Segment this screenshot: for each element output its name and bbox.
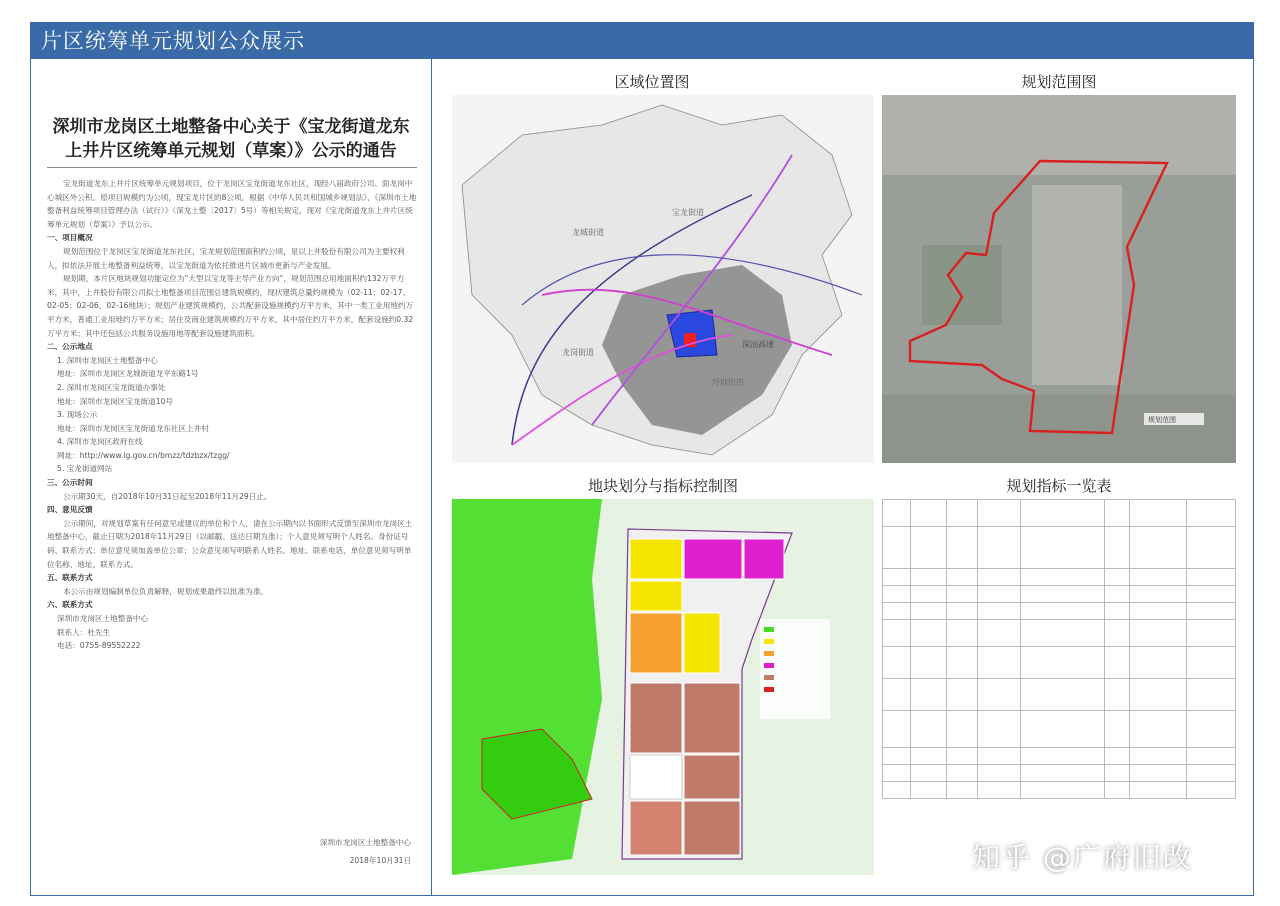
map-label: 坪地街道: [712, 378, 744, 387]
section-title: 一、项目概况: [47, 233, 93, 243]
list-item: 2. 深圳市龙岗区宝龙街道办事处: [57, 382, 166, 392]
index-table: [882, 499, 1236, 799]
paragraph: 公示期间，对规划草案有任何意见或建议的单位和个人，请在公示期内以书面形式反馈至深圳市龙岗区土地整备中心，截止日期为2018年11月29日（以邮戳、送达日期为准）；个人意见须写明个人姓名、身份证号码、联系方式；单位意见须加盖单位公章；公众意见须写明联系人姓名、地址、联系电话，单位意见须写明单位名称、地址、联系方式。: [47, 518, 413, 569]
scope-label: 规划范围: [1148, 416, 1176, 424]
map-label: 龙城街道: [572, 228, 604, 237]
paragraph: 规划期，本片区地块规划功能定位为“大型以宝龙等主导产业方向”，规划范围总用地面积约132万平方米，其中，上井股份有限公司拟土地整备项目范围总建筑规模约，现状建筑总量约规模为（02-11；02-17、02-05；02-06，02-16地块）；规划产业建筑规模约，公共配套设施规模约万平方米，其中一类工业用地约万平方米，普通工业用地约万平方米；居住及商业建筑规模约万平方米，其中居住约万平方米，配套设施约0.32万平方米；其中还包括公共服务设施用地等配套设施建筑面积。: [47, 274, 414, 338]
contact-org: 深圳市龙岗区土地整备中心: [57, 614, 149, 623]
section-title: 四、意见反馈: [47, 505, 93, 515]
signature-date: 2018年10月31日: [349, 856, 411, 865]
list-item: 1. 深圳市龙岗区土地整备中心: [57, 355, 158, 365]
section-title: 三、公示时间: [47, 478, 93, 488]
list-item: 3. 现场公示: [57, 410, 98, 420]
list-item: 网址：http://www.lg.gov.cn/bmzz/tdzbzx/tzgg/: [57, 450, 230, 460]
map-label: 深汕高速: [742, 340, 774, 349]
notice-body: [47, 177, 417, 653]
contact-person: 联系人：杜先生: [57, 627, 111, 637]
display-board: [30, 22, 1254, 896]
scope-map-title: 规划范围图: [1021, 73, 1097, 91]
section-title: 二、公示地点: [47, 342, 93, 352]
paragraph: 本公示由规划编制单位负责解释，规划成果最终以批准为准。: [63, 586, 269, 596]
list-item: 地址：深圳市龙岗区宝龙街道10号: [57, 396, 173, 406]
list-item: 地址：深圳市龙岗区宝龙街道龙东社区上井村: [57, 423, 209, 433]
banner-title: 片区统筹单元规划公众展示: [31, 23, 1253, 59]
notice-title-line2: 上井片区统筹单元规划（草案）》公示的通告: [65, 141, 397, 161]
list-item: 4. 深圳市龙岗区政府在线: [57, 437, 143, 447]
location-map: [452, 95, 874, 463]
list-item: 地址：深圳市龙岗区龙城街道龙平东路1号: [57, 369, 199, 379]
maps-panel: [432, 59, 1253, 895]
notice-title-line1: 深圳市龙岗区土地整备中心关于《宝龙街道龙东: [52, 117, 410, 137]
index-table-title: 规划指标一览表: [1006, 477, 1112, 495]
paragraph: 规划范围位于龙岗区宝龙街道龙东社区，宝龙规划范围面积约公顷，是以上井股份有限公司为主要权利人，拟依法开展土地整备利益统筹，以宝龙街道为依托推进片区城市更新与产业发展。: [47, 246, 405, 270]
index-table-grid: [882, 499, 1236, 799]
list-item: 5. 宝龙街道网站: [57, 464, 113, 474]
map-label: 宝龙街道: [672, 208, 704, 217]
title-divider: [47, 167, 417, 168]
location-map-title: 区域位置图: [614, 73, 690, 91]
notice-panel: [31, 59, 432, 895]
section-title: 六、联系方式: [47, 600, 93, 610]
paragraph: 公示期30天，自2018年10月31日起至2018年11月29日止。: [63, 491, 272, 501]
scope-map: [882, 95, 1236, 463]
section-title: 五、联系方式: [47, 573, 93, 583]
parcel-map-title: 地块划分与指标控制图: [587, 477, 738, 495]
parcel-map: [452, 499, 874, 875]
notice-intro: 宝龙街道龙东上井片区统筹单元规划项目，位于龙岗区宝龙街道龙东社区，现经八届政府公司、面龙岗中心城区外公积。原项目规模约为公顷，现宝龙片区的8公顷，根据《中华人民共和国城乡规划法》、《深圳市土地整备利益统筹项目管理办法（试行）》（深龙土整〔2017〕5号）等相关规定，现对《宝龙街道龙东上井片区统筹单元规划（草案）》予以公示。: [47, 179, 417, 229]
watermark: 知乎 @广府旧改: [972, 841, 1193, 874]
map-label: 龙岗街道: [562, 348, 594, 357]
notice-title: [31, 115, 431, 163]
signature-org: 深圳市龙岗区土地整备中心: [319, 838, 411, 847]
contact-phone: 电话：0755-89552222: [57, 641, 141, 651]
